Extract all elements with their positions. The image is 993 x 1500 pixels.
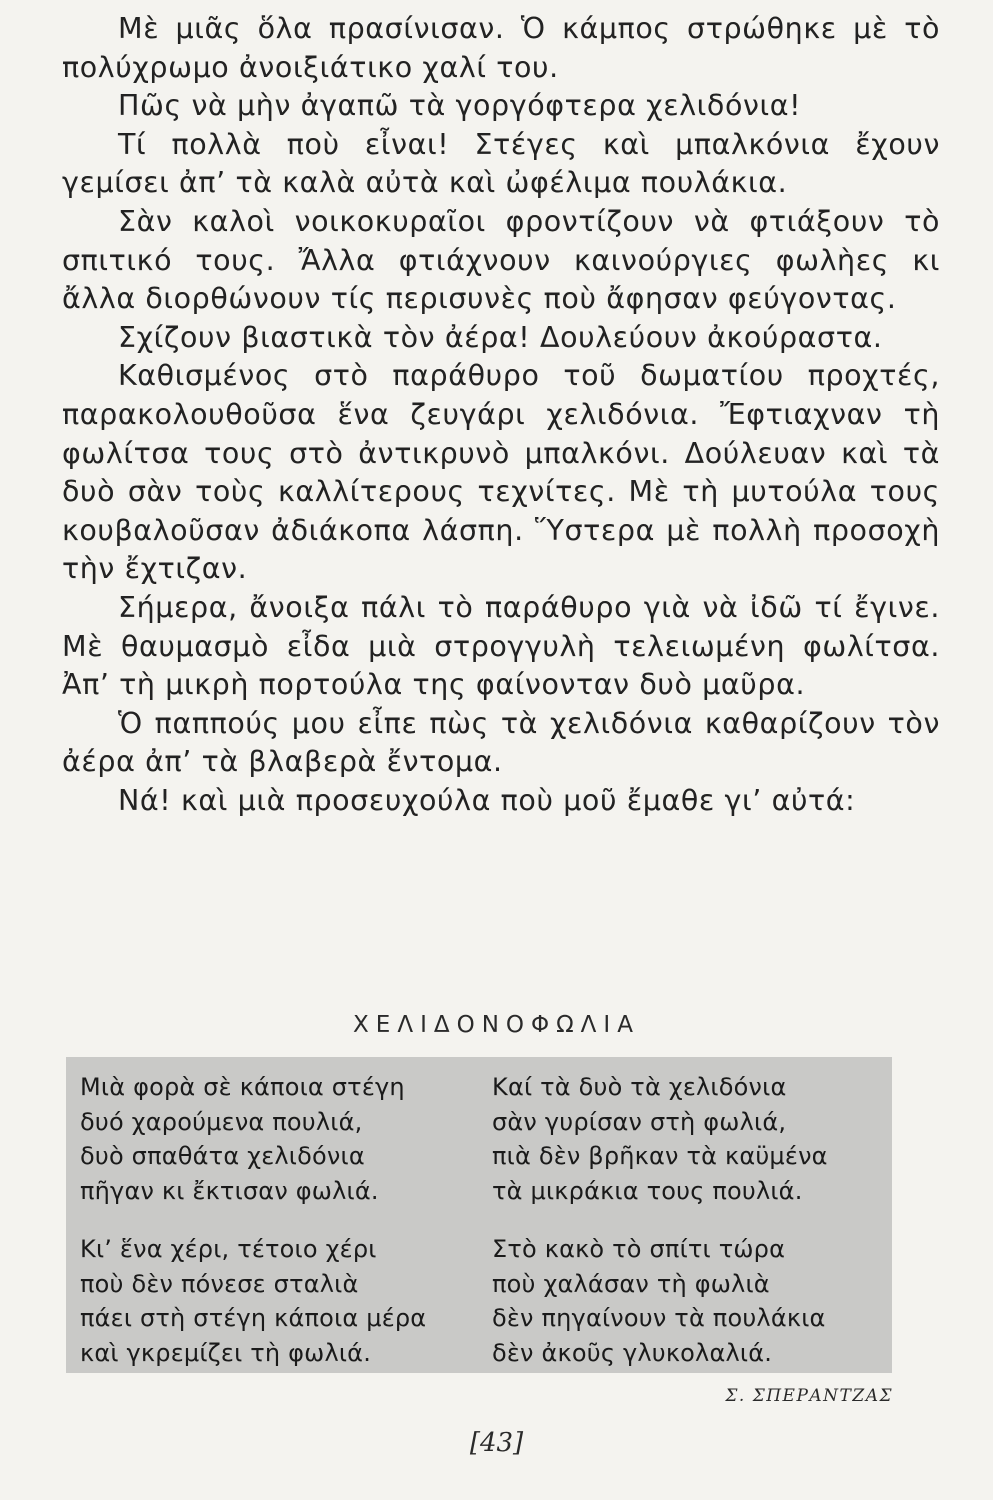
paragraph-3: Τί πολλὰ ποὺ εἶναι! Στέγες καὶ μπαλκόνια ἔχουν γεμίσει ἀπ’ τὰ καλὰ αὐτὰ καὶ ὠφέλιμα πουλάκια. [62,127,940,200]
verse-line: Καί τὰ δυὸ τὰ χελιδόνια [492,1073,787,1101]
stanza-3 [80,1232,426,1370]
verse-line: Κι’ ἕνα χέρι, τέτοιο χέρι [80,1235,377,1263]
verse-line: ποὺ χαλάσαν τὴ φωλιὰ [492,1269,770,1298]
verse-line: ποὺ δὲν πόνεσε σταλιὰ [80,1269,359,1298]
verse-line: τὰ μικράκια τους πουλιά. [492,1176,803,1205]
verse-line: δὲν πηγαίνουν τὰ πουλάκια [492,1304,826,1332]
verse-line: καὶ γκρεμίζει τὴ φωλιά. [80,1338,372,1367]
paragraph-7: Σήμερα, ἄνοιξα πάλι τὸ παράθυρο γιὰ νὰ ἰδῶ τί ἔγινε. Μὲ θαυμασμὸ εἶδα μιὰ στρογγυλὴ τελειωμένη φωλίτσα. Ἀπ’ τὴ μικρὴ πορτούλα της φαίνονταν δυὸ μαῦρα. [62,590,940,702]
paragraph-6: Καθισμένος στὸ παράθυρο τοῦ δωματίου προχτές, παρακολουθοῦσα ἕνα ζευγάρι χελιδόνια. Ἔφτιαχναν τὴ φωλίτσα τους στὸ ἀντικρυνὸ μπαλκόνι. Δούλευαν καὶ τὰ δυὸ σὰν τοὺς καλλίτερους τεχνίτες. Μὲ τὴ μυτούλα τους κουβαλοῦσαν ἀδιάκοπα λάσπη. Ὕστερα μὲ πολλὴ προσοχὴ τὴν ἔχτιζαν. [62,359,940,586]
verse-line: δυό χαρούμενα πουλιά, [80,1107,363,1136]
paragraph-9: Νά! καὶ μιὰ προσευχούλα ποὺ μοῦ ἔμαθε γι’ αὐτά: [118,783,856,817]
verse-line: πιὰ δὲν βρῆκαν τὰ καϋμένα [492,1142,828,1170]
verse-line: πῆγαν κι ἔκτισαν φωλιά. [80,1176,379,1205]
poem-author: Σ. ΣΠΕΡΑΝΤΖΑΣ [725,1386,893,1406]
paragraph-8: Ὁ παππούς μου εἶπε πὼς τὰ χελιδόνια καθαρίζουν τὸν ἀέρα ἀπ’ τὰ βλαβερὰ ἔντομα. [62,706,940,779]
page-number: [43] [469,1428,524,1458]
verse-line: Μιὰ φορὰ σὲ κάποια στέγη [80,1073,405,1101]
stanza-2 [492,1070,828,1208]
stanza-1 [80,1070,405,1208]
verse-line: Στὸ κακὸ τὸ σπίτι τώρα [492,1235,786,1263]
verse-line: σὰν γυρίσαν στὴ φωλιά, [492,1107,787,1136]
poem-title: ΧΕΛΙΔΟΝΟΦΩΛΙΑ [353,1012,640,1038]
poem-box [66,1057,892,1373]
paragraph-5: Σχίζουν βιαστικὰ τὸν ἀέρα! Δουλεύουν ἀκούραστα. [118,320,883,354]
stanza-4 [492,1232,826,1370]
paragraph-2: Πῶς νὰ μὴν ἀγαπῶ τὰ γοργόφτερα χελιδόνια! [118,89,802,123]
paragraph-1: Μὲ μιᾶς ὅλα πρασίνισαν. Ὁ κάμπος στρώθηκε μὲ τὸ πολύχρωμο ἀνοιξιάτικο χαλί του. [62,12,940,84]
verse-line: πάει στὴ στέγη κάποια μέρα [80,1304,427,1332]
verse-line: δὲν ἀκοῦς γλυκολαλιά. [492,1338,773,1367]
paragraph-4: Σὰν καλοὶ νοικοκυραῖοι φροντίζουν νὰ φτιάξουν τὸ σπιτικό τους. Ἄλλα φτιάχνουν καινούργιες φωλὴες κι ἄλλα διορθώνουν τίς περισυνὲς ποὺ ἄφησαν φεύγοντας. [62,204,940,316]
prose-section [62,10,940,820]
verse-line: δυὸ σπαθάτα χελιδόνια [80,1142,365,1170]
